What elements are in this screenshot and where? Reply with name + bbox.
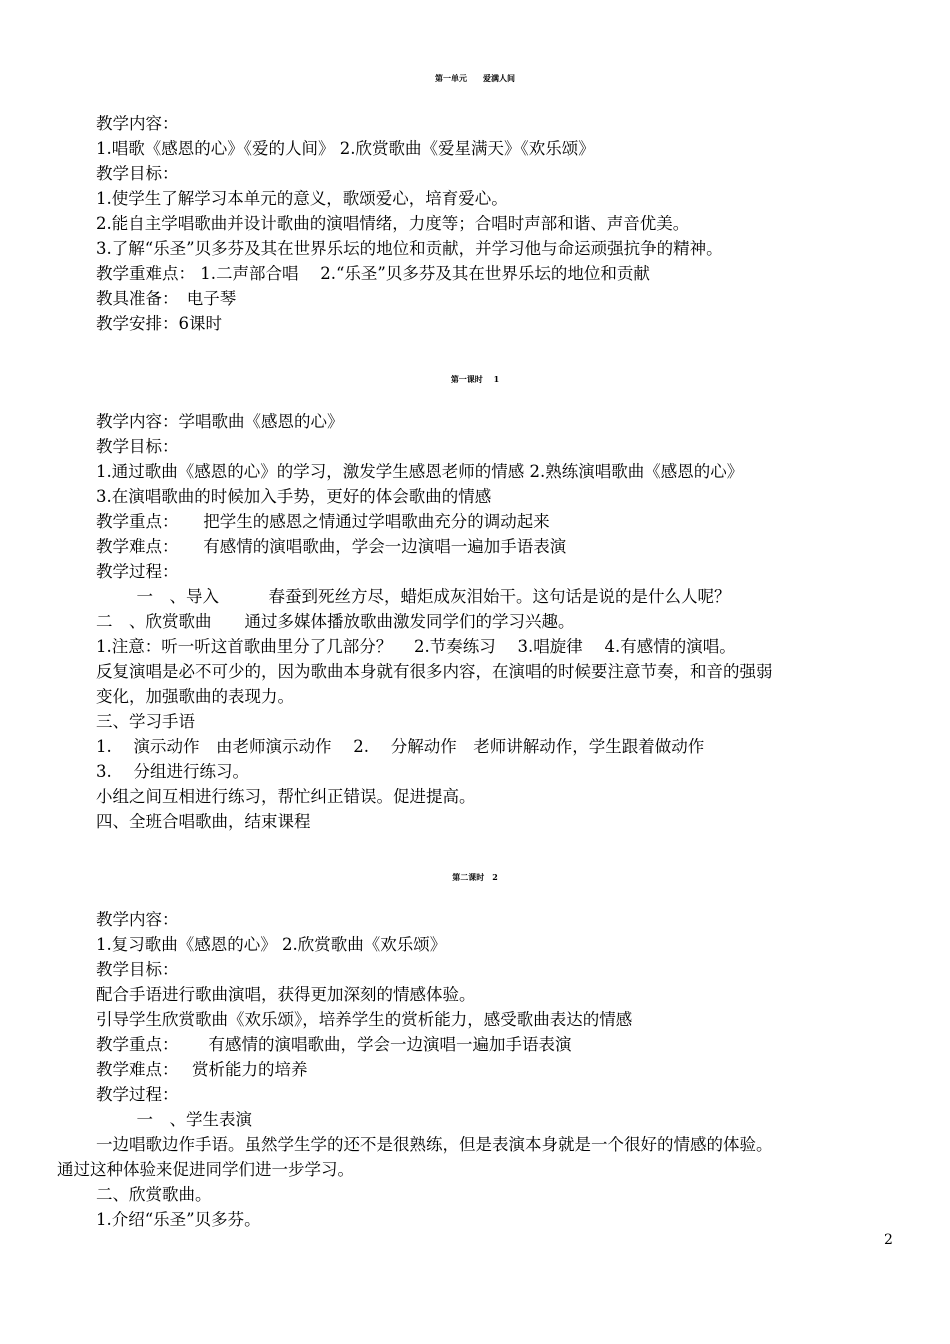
text-line: 教具准备： 电子琴 [96, 289, 237, 308]
text-line: 教学目标： [96, 960, 179, 979]
lesson2-title: 第二课时 2 [452, 872, 498, 882]
page-number: 2 [884, 1232, 893, 1248]
text-line: 一 、导入 春蚕到死丝方尽，蜡炬成灰泪始干。这句话是说的是什么人呢？ [120, 587, 731, 606]
text-line: 1.注意：听一听这首歌曲里分了几部分？ 2.节奏练习 3.唱旋律 4.有感情的演唱。 [96, 637, 736, 656]
text-line: 3.在演唱歌曲的时候加入手势，更好的体会歌曲的情感 [96, 487, 492, 506]
text-line: 变化，加强歌曲的表现力。 [96, 687, 294, 706]
text-line: 教学内容：学唱歌曲《感恩的心》 [96, 412, 344, 431]
text-line: 1.唱歌《感恩的心》《爱的人间》 2.欣赏歌曲《爱星满天》《欢乐颂》 [96, 139, 595, 158]
text-line: 教学重点： 有感情的演唱歌曲，学会一边演唱一遍加手语表演 [96, 1035, 572, 1054]
text-line: 配合手语进行歌曲演唱，获得更加深刻的情感体验。 [96, 985, 476, 1004]
text-line: 教学难点： 赏析能力的培养 [96, 1060, 308, 1079]
text-line: 通过这种体验来促进同学们进一步学习。 [57, 1160, 354, 1179]
text-line: 1.介绍“乐圣”贝多芬。 [96, 1210, 261, 1229]
text-line: 3.了解“乐圣”贝多芬及其在世界乐坛的地位和贡献，并学习他与命运顽强抗争的精神。 [96, 239, 723, 258]
text-line: 三、学习手语 [96, 712, 195, 731]
text-line: 1. 演示动作 由老师演示动作 2. 分解动作 老师讲解动作，学生跟着做动作 [96, 737, 705, 756]
text-line: 二 、欣赏歌曲 通过多媒体播放歌曲激发同学们的学习兴趣。 [96, 612, 575, 631]
text-line: 3. 分组进行练习。 [96, 762, 249, 781]
text-line: 教学重难点： 1.二声部合唱 2.“乐圣”贝多芬及其在世界乐坛的地位和贡献 [96, 264, 650, 283]
text-line: 反复演唱是必不可少的，因为歌曲本身就有很多内容，在演唱的时候要注意节奏，和音的强弱 [96, 662, 773, 681]
text-line: 教学安排：6课时 [96, 314, 222, 333]
text-line: 一 、学生表演 [120, 1110, 252, 1129]
text-line: 二、欣赏歌曲。 [96, 1185, 212, 1204]
text-line: 1.通过歌曲《感恩的心》的学习，激发学生感恩老师的情感 2.熟练演唱歌曲《感恩的心》 [96, 462, 744, 481]
text-line: 教学过程： [96, 562, 179, 581]
text-line: 教学目标： [96, 437, 179, 456]
text-line: 2.能自主学唱歌曲并设计歌曲的演唱情绪，力度等；合唱时声部和谐、声音优美。 [96, 214, 690, 233]
text-line: 教学内容： [96, 114, 179, 133]
text-line: 引导学生欣赏歌曲《欢乐颂》，培养学生的赏析能力，感受歌曲表达的情感 [96, 1010, 633, 1029]
unit-title: 第一单元 爱满人间 [435, 73, 515, 83]
text-line: 教学重点： 把学生的感恩之情通过学唱歌曲充分的调动起来 [96, 512, 550, 531]
text-line: 一边唱歌边作手语。虽然学生学的还不是很熟练，但是表演本身就是一个很好的情感的体验。 [96, 1135, 773, 1154]
text-line: 1.复习歌曲《感恩的心》 2.欣赏歌曲《欢乐颂》 [96, 935, 447, 954]
text-line: 教学难点： 有感情的演唱歌曲，学会一边演唱一遍加手语表演 [96, 537, 567, 556]
text-line: 教学过程： [96, 1085, 179, 1104]
lesson1-title: 第一课时 1 [450, 374, 500, 384]
text-line: 教学内容： [96, 910, 179, 929]
text-line: 1.使学生了解学习本单元的意义，歌颂爱心，培育爱心。 [96, 189, 508, 208]
text-line: 教学目标： [96, 164, 179, 183]
text-line: 四、全班合唱歌曲，结束课程 [96, 812, 311, 831]
text-line: 小组之间互相进行练习，帮忙纠正错误。促进提高。 [96, 787, 476, 806]
